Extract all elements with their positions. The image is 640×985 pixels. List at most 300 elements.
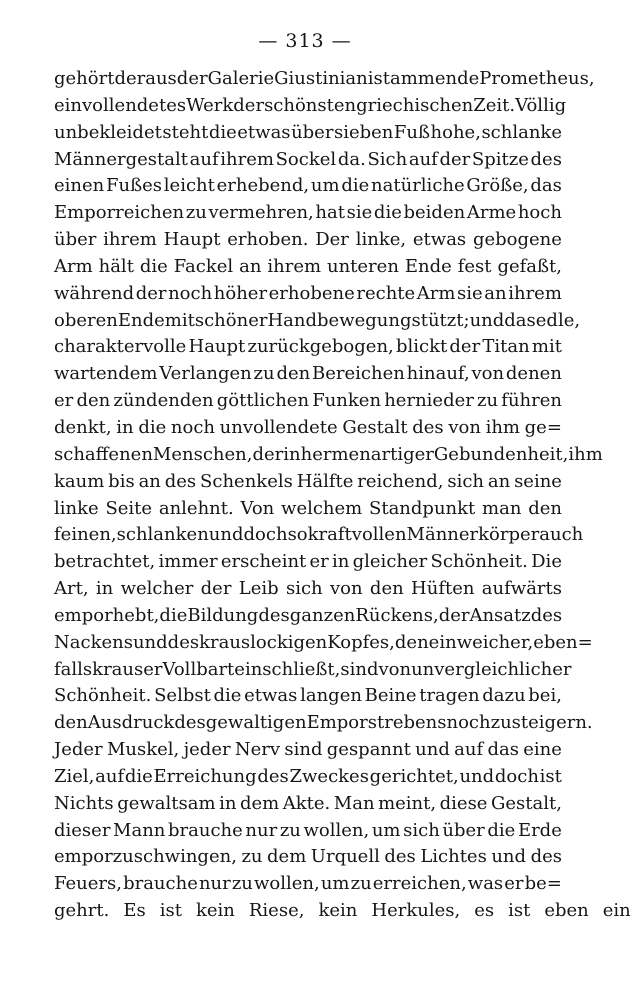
- word: Standpunkt: [369, 497, 476, 519]
- word: Man: [333, 792, 375, 814]
- word: unvollendete: [219, 416, 338, 438]
- word: dem: [239, 792, 280, 814]
- word: ge=: [524, 416, 562, 438]
- word: anlehnt.: [158, 497, 234, 519]
- word: gespannt: [326, 739, 411, 761]
- word: kaum: [54, 470, 105, 492]
- word: kein: [318, 900, 358, 922]
- word: und: [208, 524, 244, 546]
- word: auch: [539, 524, 584, 546]
- word: zu: [477, 390, 499, 412]
- word: gehört: [54, 68, 115, 89]
- word: emporhebt,: [54, 604, 160, 626]
- word: von: [378, 658, 412, 680]
- word: so: [287, 524, 308, 546]
- word: sie: [457, 282, 483, 304]
- word: stammende: [373, 68, 480, 89]
- word: ein: [428, 631, 457, 653]
- word: er: [309, 551, 329, 573]
- word: in: [332, 551, 350, 573]
- text-line: [54, 120, 562, 147]
- word: langen: [300, 685, 362, 707]
- word: gefaßt,: [497, 255, 562, 277]
- word: griechischen: [356, 94, 474, 116]
- word: bei,: [528, 685, 562, 707]
- word: an: [487, 470, 511, 492]
- word: edle,: [535, 309, 581, 331]
- word: wartendem: [54, 363, 158, 385]
- word: Verlangen: [159, 363, 252, 385]
- word: immer: [158, 551, 218, 573]
- word: sieben: [333, 121, 394, 143]
- word: unteren: [326, 255, 399, 277]
- word: beiden: [403, 202, 466, 224]
- word: eben=: [533, 631, 593, 653]
- text-line: [54, 334, 562, 361]
- word: die: [213, 685, 242, 707]
- word: gebogene: [472, 229, 562, 251]
- word: charaktervolle: [54, 336, 187, 358]
- word: Arme: [466, 202, 517, 224]
- word: sich: [447, 470, 485, 492]
- word: Leib: [238, 578, 279, 600]
- word: auf: [95, 765, 125, 787]
- text-line: [54, 549, 562, 576]
- word: reichend,: [357, 470, 444, 492]
- word: welchem: [281, 497, 363, 519]
- word: die: [124, 765, 153, 787]
- word: ihrem: [508, 282, 562, 304]
- word: gewaltsam: [117, 792, 216, 814]
- word: einschließt,: [234, 658, 341, 680]
- word: um: [371, 819, 401, 841]
- word: hinauf,: [406, 363, 470, 385]
- word: Zweckes: [289, 765, 369, 787]
- word: Lichtes: [420, 846, 487, 868]
- word: aufwärts: [481, 578, 562, 600]
- word: Haupt: [163, 229, 221, 251]
- word: aus: [145, 68, 177, 89]
- word: welcher: [120, 578, 194, 600]
- text-line: [54, 66, 595, 93]
- word: ihm: [485, 416, 520, 438]
- word: die: [208, 121, 237, 143]
- word: Sich: [367, 148, 408, 170]
- word: Größe,: [466, 175, 529, 197]
- word: nur: [245, 819, 278, 841]
- word: er: [504, 873, 524, 895]
- word: hat: [315, 202, 345, 224]
- word: Zeit.: [473, 94, 516, 116]
- word: Vollbart: [162, 658, 235, 680]
- word: wollen,: [254, 873, 320, 895]
- word: bis: [108, 470, 135, 492]
- word: Der: [315, 229, 349, 251]
- text-line: [54, 227, 562, 254]
- text-line: [54, 603, 562, 630]
- word: Seite: [105, 497, 153, 519]
- word: linke: [54, 497, 99, 519]
- word: der: [449, 336, 481, 358]
- word: etwas: [244, 685, 298, 707]
- word: Akte.: [282, 792, 331, 814]
- word: ihrem: [267, 255, 322, 277]
- word: Gebundenheit,: [433, 443, 569, 465]
- word: hält: [98, 255, 134, 277]
- word: des: [412, 416, 444, 438]
- word: von: [448, 416, 481, 438]
- page-number: — 313 —: [258, 30, 352, 52]
- word: falls: [54, 658, 93, 680]
- word: schöner: [194, 309, 268, 331]
- word: Herkules,: [371, 900, 461, 922]
- word: schlanke: [481, 121, 562, 143]
- word: ganzen: [289, 604, 356, 626]
- word: sind: [340, 658, 379, 680]
- word: und: [459, 765, 495, 787]
- word: fest: [457, 255, 492, 277]
- word: die: [487, 819, 516, 841]
- word: erreichen,: [372, 873, 467, 895]
- word: Urquell: [310, 846, 380, 868]
- word: Handbewegung: [267, 309, 412, 331]
- word: des: [530, 148, 562, 170]
- text-line: [54, 737, 562, 764]
- text-line: [54, 764, 562, 791]
- word: denen: [505, 363, 562, 385]
- word: Arm: [416, 282, 456, 304]
- word: emporzuschwingen,: [54, 846, 237, 868]
- word: Ende: [117, 309, 165, 331]
- word: auf: [408, 148, 438, 170]
- word: Männergestalt: [54, 148, 188, 170]
- word: Bereichen: [312, 363, 405, 385]
- word: den: [76, 390, 111, 412]
- word: des: [530, 846, 562, 868]
- word: linke,: [355, 229, 407, 251]
- word: Gestalt: [342, 416, 408, 438]
- word: doch: [494, 765, 539, 787]
- word: die: [159, 604, 188, 626]
- word: ihrem: [220, 148, 274, 170]
- word: mit: [164, 309, 195, 331]
- text-line: [54, 522, 584, 549]
- word: Erreichung: [153, 765, 257, 787]
- word: leicht: [163, 175, 215, 197]
- text-line: [54, 630, 593, 657]
- word: Ausdruck: [87, 712, 175, 734]
- word: rechte: [356, 282, 416, 304]
- word: hermenartiger: [300, 443, 434, 465]
- text-line: [54, 683, 562, 710]
- word: um: [310, 175, 340, 197]
- word: Riese,: [248, 900, 305, 922]
- word: zu: [253, 363, 275, 385]
- word: den: [394, 631, 429, 653]
- word: Menschen,: [152, 443, 253, 465]
- word: von: [471, 363, 505, 385]
- word: Ansatz: [469, 604, 531, 626]
- text-line: [54, 496, 562, 523]
- word: Mann: [113, 819, 166, 841]
- word: vermehren,: [208, 202, 314, 224]
- word: hohe,: [430, 121, 481, 143]
- word: brauche: [168, 819, 243, 841]
- word: stützt;: [411, 309, 470, 331]
- word: Ziel,: [54, 765, 95, 787]
- word: Prometheus,: [479, 68, 595, 89]
- word: gehrt.: [54, 900, 110, 922]
- word: des: [257, 765, 289, 787]
- word: der: [439, 148, 471, 170]
- word: Erde: [517, 819, 562, 841]
- word: die: [139, 255, 168, 277]
- word: Männerkörper: [406, 524, 540, 546]
- word: Nackens: [54, 631, 133, 653]
- word: an: [138, 470, 161, 492]
- word: brauche: [123, 873, 198, 895]
- word: Gestalt,: [491, 792, 562, 814]
- word: Emporreichen: [54, 202, 185, 224]
- word: Arm: [54, 255, 93, 277]
- word: natürliche: [371, 175, 465, 197]
- word: sie: [346, 202, 373, 224]
- word: ist: [508, 900, 531, 922]
- word: der: [114, 68, 146, 89]
- word: des: [167, 631, 200, 653]
- word: ein: [54, 94, 83, 116]
- word: mit: [531, 336, 562, 358]
- text-line: [54, 871, 562, 898]
- text-line: [54, 657, 572, 684]
- word: erscheint: [220, 551, 307, 573]
- word: wollen,: [303, 819, 370, 841]
- word: dazu: [482, 685, 526, 707]
- word: eben: [544, 900, 589, 922]
- word: be=: [524, 873, 562, 895]
- word: über: [442, 819, 485, 841]
- word: den: [54, 712, 88, 734]
- word: schönsten: [264, 94, 357, 116]
- word: erhoben.: [227, 229, 309, 251]
- word: Galerie: [207, 68, 275, 89]
- word: sich: [285, 578, 323, 600]
- word: blickt: [395, 336, 448, 358]
- word: über: [291, 121, 334, 143]
- word: ihrem: [103, 229, 157, 251]
- word: den: [528, 497, 562, 519]
- word: krauser: [92, 658, 163, 680]
- word: denkt,: [54, 416, 112, 438]
- word: die: [373, 202, 402, 224]
- word: von: [329, 578, 363, 600]
- word: höher: [213, 282, 268, 304]
- text-line: [54, 898, 631, 925]
- word: in: [283, 443, 301, 465]
- word: Rückens,: [355, 604, 439, 626]
- word: hoch: [517, 202, 562, 224]
- text-line: [54, 710, 593, 737]
- word: der: [252, 443, 284, 465]
- text-line: [54, 93, 567, 120]
- text-line: [54, 791, 562, 818]
- body-text: [54, 66, 631, 925]
- word: vollendetes: [82, 94, 187, 116]
- word: zu: [231, 873, 253, 895]
- word: Hüften: [411, 578, 475, 600]
- text-line: [54, 442, 603, 469]
- word: er: [54, 390, 74, 412]
- word: Feuers,: [54, 873, 122, 895]
- word: der: [233, 94, 265, 116]
- word: Hälfte: [296, 470, 354, 492]
- word: den: [276, 363, 311, 385]
- word: sich: [403, 819, 440, 841]
- word: jeder: [183, 739, 231, 761]
- word: etwas: [412, 229, 467, 251]
- word: zurückgebogen,: [247, 336, 394, 358]
- word: Völlig: [515, 94, 567, 116]
- word: es: [474, 900, 495, 922]
- word: gerichtet,: [369, 765, 459, 787]
- word: Emporstrebens: [306, 712, 447, 734]
- text-line: [54, 281, 562, 308]
- text-line: [54, 844, 562, 871]
- word: erhobene: [268, 282, 355, 304]
- word: unvergleichlicher: [411, 658, 572, 680]
- word: auf: [454, 739, 484, 761]
- word: göttlichen: [216, 390, 310, 412]
- word: des: [258, 604, 290, 626]
- text-line: [54, 254, 562, 281]
- word: Fußes: [106, 175, 163, 197]
- word: und: [469, 309, 505, 331]
- word: Funken: [312, 390, 382, 412]
- word: Schönheit.: [54, 685, 152, 707]
- word: ein: [602, 900, 631, 922]
- word: Fackel: [173, 255, 234, 277]
- word: das: [530, 175, 562, 197]
- word: Nerv: [234, 739, 281, 761]
- word: etwas: [237, 121, 291, 143]
- word: Die: [531, 551, 562, 573]
- word: was: [467, 873, 504, 895]
- word: erhebend,: [216, 175, 310, 197]
- word: zu: [241, 846, 263, 868]
- word: Schönheit.: [430, 551, 528, 573]
- word: sind: [284, 739, 323, 761]
- word: des: [174, 712, 206, 734]
- word: Werk: [186, 94, 234, 116]
- word: Sockel: [275, 148, 337, 170]
- word: diese: [439, 792, 488, 814]
- word: gewaltigen: [205, 712, 307, 734]
- word: unbekleidet: [54, 121, 162, 143]
- word: tragen: [419, 685, 480, 707]
- word: und: [491, 846, 527, 868]
- word: und: [415, 739, 450, 761]
- text-line: [54, 818, 562, 845]
- word: führen: [501, 390, 562, 412]
- word: an: [484, 282, 507, 304]
- word: in: [116, 416, 134, 438]
- word: Schenkels: [200, 470, 293, 492]
- word: Muskel,: [106, 739, 180, 761]
- word: Von: [240, 497, 275, 519]
- word: Kopfes,: [327, 631, 395, 653]
- text-line: [54, 200, 562, 227]
- word: ist: [159, 900, 182, 922]
- word: Ende: [404, 255, 452, 277]
- word: steht: [162, 121, 209, 143]
- word: da.: [337, 148, 366, 170]
- word: kein: [195, 900, 235, 922]
- word: auf: [189, 148, 219, 170]
- word: an: [239, 255, 262, 277]
- word: zu: [350, 873, 372, 895]
- word: Beine: [364, 685, 417, 707]
- text-line: [54, 415, 562, 442]
- word: den: [369, 578, 404, 600]
- word: in: [219, 792, 237, 814]
- word: eine: [523, 739, 562, 761]
- word: Haupt: [188, 336, 246, 358]
- word: kraftvollen: [307, 524, 407, 546]
- word: über: [54, 229, 97, 251]
- text-line: [54, 469, 562, 496]
- word: zündenden: [113, 390, 214, 412]
- word: Fuß: [393, 121, 430, 143]
- word: weicher,: [456, 631, 534, 653]
- text-line: [54, 576, 562, 603]
- word: hernieder: [384, 390, 474, 412]
- word: schaffenen: [54, 443, 153, 465]
- word: oberen: [54, 309, 118, 331]
- word: noch: [168, 282, 213, 304]
- word: ihm: [568, 443, 603, 465]
- word: Selbst: [154, 685, 211, 707]
- word: Bildung: [187, 604, 259, 626]
- word: einen: [54, 175, 105, 197]
- word: seine: [514, 470, 562, 492]
- word: noch: [170, 416, 216, 438]
- word: betrachtet,: [54, 551, 156, 573]
- word: die: [138, 416, 167, 438]
- word: des: [384, 846, 416, 868]
- word: der: [200, 578, 232, 600]
- word: der: [135, 282, 167, 304]
- word: des: [164, 470, 197, 492]
- word: Nichts: [54, 792, 114, 814]
- word: nur: [198, 873, 231, 895]
- word: gleicher: [352, 551, 428, 573]
- word: das: [504, 309, 536, 331]
- word: man: [482, 497, 522, 519]
- word: noch: [446, 712, 491, 734]
- word: meint,: [378, 792, 437, 814]
- word: um: [320, 873, 350, 895]
- word: und: [132, 631, 168, 653]
- word: das: [487, 739, 519, 761]
- text-line: [54, 388, 562, 415]
- word: des: [530, 604, 563, 626]
- word: steigern.: [511, 712, 593, 734]
- word: doch: [243, 524, 288, 546]
- word: Spitze: [471, 148, 529, 170]
- word: zu: [490, 712, 512, 734]
- word: Art,: [54, 578, 89, 600]
- text-line: [54, 308, 581, 335]
